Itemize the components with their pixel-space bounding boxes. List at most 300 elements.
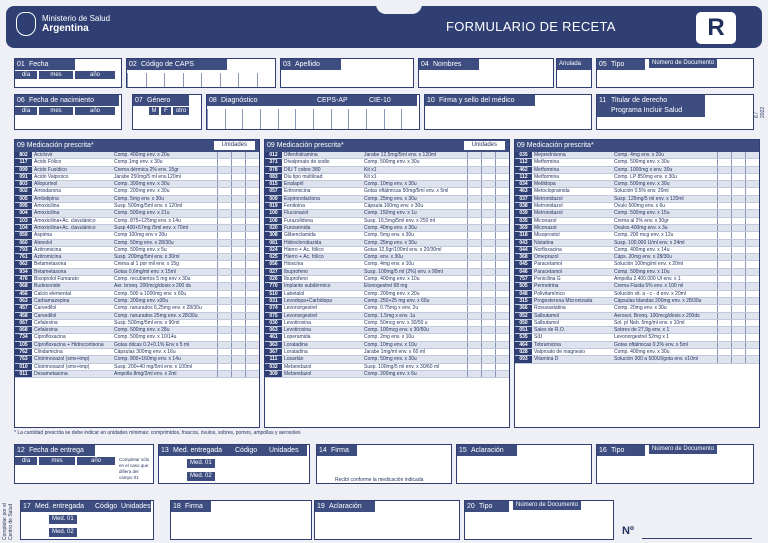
units-boxes[interactable] <box>217 174 259 180</box>
units-boxes[interactable] <box>217 269 259 275</box>
medication-row[interactable] <box>265 320 509 327</box>
medication-row[interactable] <box>265 261 509 268</box>
units-boxes[interactable] <box>217 181 259 187</box>
medication-dose: Comp. 800+160mg env. x 14u <box>114 356 181 363</box>
medication-name: Ibuprofeno <box>284 268 308 275</box>
units-boxes[interactable] <box>467 167 509 173</box>
medication-row[interactable] <box>265 371 509 378</box>
units-boxes[interactable] <box>467 364 509 370</box>
units-boxes[interactable] <box>217 240 259 246</box>
field-label: Código de CAPS <box>141 61 194 68</box>
medication-name: Betametasona <box>34 268 67 275</box>
units-boxes[interactable] <box>217 364 259 370</box>
medication-code: 095 <box>15 203 32 209</box>
units-boxes[interactable] <box>217 356 259 362</box>
medication-row[interactable] <box>265 305 509 312</box>
medication-row[interactable] <box>15 218 259 225</box>
medication-row[interactable] <box>15 320 259 327</box>
medication-code: 039 <box>515 210 532 216</box>
medication-row[interactable] <box>265 254 509 261</box>
medication-row[interactable] <box>15 342 259 349</box>
medication-row[interactable] <box>265 313 509 320</box>
units-boxes[interactable] <box>467 327 509 333</box>
units-boxes[interactable] <box>467 371 509 377</box>
medication-name: Hioscina <box>284 261 304 268</box>
sub-month: mes <box>39 107 73 115</box>
medication-code: 046 <box>515 269 532 275</box>
units-boxes[interactable] <box>717 225 759 231</box>
medication-dose: Comp. 500mg env. x 15u <box>614 210 670 217</box>
medication-dose: Susp. 500mg/5ml env. x 90ml <box>114 319 180 326</box>
medication-dose: Comp. LP 850mg env. x 30u <box>614 173 677 180</box>
units-boxes[interactable] <box>717 159 759 165</box>
medication-row[interactable] <box>265 225 509 232</box>
units-boxes[interactable] <box>217 371 259 377</box>
medication-row[interactable] <box>15 356 259 363</box>
units-boxes[interactable] <box>467 188 509 194</box>
field-label: Anulada <box>557 59 591 70</box>
units-boxes[interactable] <box>467 342 509 348</box>
medication-row[interactable] <box>15 174 259 181</box>
medication-code: 104 <box>15 225 32 231</box>
medication-code: 034 <box>515 181 532 187</box>
medication-row[interactable] <box>515 174 759 181</box>
medication-row[interactable] <box>15 159 259 166</box>
medication-row[interactable] <box>15 203 259 210</box>
gender-m[interactable]: M <box>149 107 159 115</box>
units-boxes[interactable] <box>217 254 259 260</box>
medication-row[interactable] <box>15 232 259 239</box>
medication-name: Allopurinol <box>34 181 58 188</box>
units-boxes[interactable] <box>217 203 259 209</box>
medication-row[interactable] <box>515 356 759 363</box>
units-boxes[interactable] <box>467 174 509 180</box>
medication-row[interactable] <box>515 276 759 283</box>
gender-other[interactable]: otro <box>173 107 189 115</box>
units-boxes[interactable] <box>467 313 509 319</box>
units-boxes[interactable] <box>717 196 759 202</box>
medication-name: Metronidazol <box>534 195 563 202</box>
units-boxes[interactable] <box>717 181 759 187</box>
medication-row[interactable] <box>15 188 259 195</box>
medication-row[interactable] <box>15 334 259 341</box>
units-boxes[interactable] <box>717 276 759 282</box>
medication-row[interactable] <box>515 269 759 276</box>
medication-row[interactable] <box>265 283 509 290</box>
units-boxes[interactable] <box>717 342 759 348</box>
units-boxes[interactable] <box>717 291 759 297</box>
medication-row[interactable] <box>265 327 509 334</box>
medication-row[interactable] <box>15 371 259 378</box>
units-boxes[interactable] <box>467 181 509 187</box>
medication-row[interactable] <box>15 152 259 159</box>
delivered-med-field-1[interactable] <box>158 444 310 484</box>
field-label: Nombres <box>433 61 462 68</box>
recipient-signature-field[interactable] <box>316 444 452 484</box>
units-boxes[interactable] <box>717 356 759 362</box>
medication-name: Permetrina <box>534 283 559 290</box>
names-field[interactable] <box>418 58 554 88</box>
units-boxes[interactable] <box>467 283 509 289</box>
medication-table-2 <box>264 139 510 428</box>
units-boxes[interactable] <box>467 232 509 238</box>
units-boxes[interactable] <box>467 240 509 246</box>
medication-row[interactable] <box>15 327 259 334</box>
medication-row[interactable] <box>265 152 509 159</box>
medication-row[interactable] <box>265 218 509 225</box>
surname-field[interactable] <box>280 58 414 88</box>
units-boxes[interactable] <box>217 232 259 238</box>
medication-name: Amoxicilina+Ac. clavulánico <box>34 224 96 231</box>
medication-code: 793 <box>15 247 32 253</box>
medication-dose: Comp. 400mg env. x 10u <box>364 276 420 283</box>
medication-code: 026 <box>265 276 282 282</box>
medication-row[interactable] <box>265 291 509 298</box>
medication-name: Paracetamol <box>534 261 563 268</box>
medication-row[interactable] <box>265 364 509 371</box>
medication-dose: Cápsulas blandas 200mg env. x 28/30u <box>614 297 702 304</box>
units-boxes[interactable] <box>217 327 259 333</box>
medication-row[interactable] <box>515 225 759 232</box>
medication-dose: Comp.1mg env. x 30u <box>114 159 163 166</box>
medication-row[interactable] <box>265 276 509 283</box>
medication-dose: Etonogestrel 68 mg <box>364 283 408 290</box>
units-boxes[interactable] <box>467 269 509 275</box>
medication-code: 457 <box>15 305 32 311</box>
sub-year: año <box>75 71 115 79</box>
medication-row[interactable] <box>515 261 759 268</box>
units-boxes[interactable] <box>717 167 759 173</box>
units-boxes[interactable] <box>467 254 509 260</box>
medication-row[interactable] <box>15 261 259 268</box>
units-boxes[interactable] <box>217 291 259 297</box>
units-boxes[interactable] <box>717 210 759 216</box>
clarification-field-1[interactable] <box>456 444 592 484</box>
medication-code: 757 <box>515 276 532 282</box>
units-boxes[interactable] <box>717 313 759 319</box>
units-boxes[interactable] <box>467 261 509 267</box>
medication-row[interactable] <box>515 188 759 195</box>
medication-row[interactable] <box>265 188 509 195</box>
medication-code: 083 <box>265 174 282 180</box>
medication-dose: Solución 0.5% env. 20ml <box>614 188 669 195</box>
medication-dose: Comp. 150mg env. x 1u <box>364 210 417 217</box>
units-boxes[interactable] <box>467 210 509 216</box>
medication-dose: Comp. 50mcg env. x 30/50 u <box>364 319 428 326</box>
medication-row[interactable] <box>265 298 509 305</box>
medication-name: Ciprofloxacina + Hidrocortisona <box>34 341 104 348</box>
units-boxes[interactable] <box>717 298 759 304</box>
medication-row[interactable] <box>265 334 509 341</box>
units-boxes[interactable] <box>217 313 259 319</box>
units-boxes[interactable] <box>217 342 259 348</box>
medication-row[interactable] <box>265 181 509 188</box>
units-boxes[interactable] <box>217 167 259 173</box>
medication-dose: Jarabe 12,5mg/5ml env. x 120ml <box>364 152 437 158</box>
medication-row[interactable] <box>515 305 759 312</box>
medication-row[interactable] <box>515 152 759 159</box>
medication-code: 462 <box>515 167 532 173</box>
medication-dose: Comp. 1000mg x env. 30u <box>614 166 673 173</box>
units-boxes[interactable] <box>217 210 259 216</box>
medication-row[interactable] <box>265 356 509 363</box>
medication-row[interactable] <box>515 291 759 298</box>
units-boxes[interactable] <box>217 225 259 231</box>
medication-row[interactable] <box>515 327 759 334</box>
medication-row[interactable] <box>15 167 259 174</box>
medication-row[interactable] <box>15 247 259 254</box>
units-boxes[interactable] <box>717 327 759 333</box>
medication-code: 044 <box>515 247 532 253</box>
field-number: 14 <box>319 447 327 454</box>
form-letter: R <box>696 12 736 44</box>
medication-name: Metronidazol <box>534 203 563 210</box>
medication-code: 535 <box>515 334 532 340</box>
units-boxes[interactable] <box>467 320 509 326</box>
units-boxes[interactable] <box>467 152 509 158</box>
units-boxes[interactable] <box>467 196 509 202</box>
medication-row[interactable] <box>265 349 509 356</box>
medication-dose: Susp. 500mg/5ml env. x 120ml <box>114 203 183 210</box>
caps-code-field[interactable] <box>126 58 276 88</box>
medication-code: 366 <box>515 305 532 311</box>
units-boxes[interactable] <box>467 291 509 297</box>
medication-name: Penicilina G <box>534 276 561 283</box>
units-boxes[interactable] <box>717 254 759 260</box>
medication-row[interactable] <box>515 320 759 327</box>
field-label: Tipo <box>611 61 625 68</box>
units-boxes[interactable] <box>717 334 759 340</box>
medication-code: 461 <box>265 334 282 340</box>
units-boxes[interactable] <box>217 320 259 326</box>
medication-name: Amoxicilina <box>34 210 60 217</box>
medication-row[interactable] <box>515 247 759 254</box>
medication-row[interactable] <box>15 349 259 356</box>
medication-dose: Susp. 100mg/5 ml env. x 30/60 ml <box>364 363 440 370</box>
units-boxes[interactable] <box>717 174 759 180</box>
medication-row[interactable] <box>515 298 759 305</box>
medication-row[interactable] <box>515 349 759 356</box>
medication-row[interactable] <box>265 203 509 210</box>
medication-dose: Comp. 20mg env. x 30u <box>614 305 667 312</box>
field-number: 18 <box>173 503 181 510</box>
medication-row[interactable] <box>15 291 259 298</box>
medication-row[interactable] <box>515 203 759 210</box>
units-boxes[interactable] <box>217 261 259 267</box>
medication-row[interactable] <box>515 254 759 261</box>
delivered-med-field-2[interactable] <box>20 500 154 540</box>
units-boxes[interactable] <box>467 356 509 362</box>
medication-row[interactable] <box>265 342 509 349</box>
medication-row[interactable] <box>515 181 759 188</box>
medication-name: Amoxicilina+Ac. clavulánico <box>34 217 96 224</box>
medication-row[interactable] <box>515 240 759 247</box>
pharmacy-signature-field[interactable] <box>170 500 312 540</box>
medication-row[interactable] <box>515 167 759 174</box>
document-number-label: Número de Documento <box>649 445 717 454</box>
units-boxes[interactable] <box>467 218 509 224</box>
units-boxes[interactable] <box>217 283 259 289</box>
medication-dose: Levonorgestrel 52mg x 1 <box>614 334 670 341</box>
units-boxes[interactable] <box>217 305 259 311</box>
medication-row[interactable] <box>265 159 509 166</box>
units-boxes[interactable] <box>717 232 759 238</box>
units-boxes[interactable] <box>717 349 759 355</box>
medication-row[interactable] <box>515 196 759 203</box>
medication-dose: Comp. ranurados 6,25mg env. x 28/30u <box>114 305 202 312</box>
medication-name: Metformina <box>534 159 560 166</box>
units-boxes[interactable] <box>217 247 259 253</box>
units-boxes[interactable] <box>717 305 759 311</box>
units-boxes[interactable] <box>717 320 759 326</box>
medication-code: 117 <box>15 159 32 165</box>
medication-row[interactable] <box>15 181 259 188</box>
units-boxes[interactable] <box>217 218 259 224</box>
medication-row[interactable] <box>265 240 509 247</box>
units-header: Unidades <box>464 141 505 150</box>
medication-row[interactable] <box>15 225 259 232</box>
document-number-label: Número de Documento <box>649 59 717 68</box>
units-boxes[interactable] <box>217 349 259 355</box>
units-boxes[interactable] <box>217 298 259 304</box>
document-field[interactable] <box>596 58 754 88</box>
units-boxes[interactable] <box>717 188 759 194</box>
units-boxes[interactable] <box>217 276 259 282</box>
medication-row[interactable] <box>265 210 509 217</box>
units-boxes[interactable] <box>467 159 509 165</box>
medication-name: Atenolol <box>34 239 53 246</box>
medication-dose: Kit x1 <box>364 173 377 180</box>
medication-code: 051 <box>515 327 532 333</box>
delivery-date-field[interactable] <box>14 444 154 484</box>
units-boxes[interactable] <box>717 152 759 158</box>
medication-row[interactable] <box>15 305 259 312</box>
medication-row[interactable] <box>265 196 509 203</box>
field-label: Diagnóstico <box>221 97 258 104</box>
form-number-label: Nº <box>622 525 634 537</box>
diagnosis-field[interactable] <box>206 94 420 130</box>
medication-dose: Comp. 0.75mg x env. 2u <box>364 305 419 312</box>
units-boxes[interactable] <box>467 349 509 355</box>
field-label: Aclaración <box>329 503 362 510</box>
medication-row[interactable] <box>15 254 259 261</box>
medication-name: Levonorgestrel <box>284 312 318 319</box>
clarification-field-2[interactable] <box>314 500 460 540</box>
medication-code: 476 <box>15 276 32 282</box>
sub-month: mes <box>39 457 75 465</box>
gender-f[interactable]: F <box>161 107 171 115</box>
medication-row[interactable] <box>15 196 259 203</box>
units-boxes[interactable] <box>717 261 759 267</box>
medication-name: Cefalexina <box>34 327 58 334</box>
medication-row[interactable] <box>15 269 259 276</box>
medication-code: 024 <box>265 247 282 253</box>
medication-name: Acido Valproico <box>34 173 69 180</box>
medication-code: 025 <box>265 254 282 260</box>
medication-name: Levodopa+Carbidopa <box>284 297 332 304</box>
medication-row[interactable] <box>515 159 759 166</box>
medication-row[interactable] <box>15 210 259 217</box>
units-boxes[interactable] <box>467 305 509 311</box>
medication-code: 763 <box>15 356 32 362</box>
medication-dose: Susp. 16,5mg/5ml env. x 250 ml <box>364 217 436 224</box>
medication-code: 074 <box>265 305 282 311</box>
units-boxes[interactable] <box>467 298 509 304</box>
recipient-document-field[interactable] <box>596 444 754 484</box>
ministry-line1: Ministerio de Salud <box>42 14 111 23</box>
units-boxes[interactable] <box>717 283 759 289</box>
units-boxes[interactable] <box>717 218 759 224</box>
medication-table-3 <box>514 139 760 428</box>
units-boxes[interactable] <box>467 276 509 282</box>
units-boxes[interactable] <box>217 188 259 194</box>
units-boxes[interactable] <box>217 196 259 202</box>
units-boxes[interactable] <box>467 203 509 209</box>
medication-name: Implante subdérmico <box>284 283 331 290</box>
medication-row[interactable] <box>265 174 509 181</box>
medication-row[interactable] <box>515 334 759 341</box>
medication-code: 050 <box>515 320 532 326</box>
medication-row[interactable] <box>15 364 259 371</box>
units-boxes[interactable] <box>217 334 259 340</box>
units-boxes[interactable] <box>717 203 759 209</box>
units-boxes[interactable] <box>467 334 509 340</box>
birthdate-field[interactable] <box>14 94 122 130</box>
field-number: 06 <box>17 97 25 104</box>
medication-name: Fenitoína <box>284 203 305 210</box>
medication-row[interactable] <box>265 269 509 276</box>
date-field[interactable] <box>14 58 122 88</box>
medication-row[interactable] <box>265 232 509 239</box>
medication-row[interactable] <box>515 218 759 225</box>
medication-dose: Comp. 200mg env. x 6u <box>364 370 417 377</box>
medication-row[interactable] <box>15 283 259 290</box>
code-label: Código <box>95 503 118 510</box>
medication-row[interactable] <box>515 342 759 349</box>
medication-row[interactable] <box>15 298 259 305</box>
medication-row[interactable] <box>515 210 759 217</box>
medication-row[interactable] <box>515 232 759 239</box>
medication-dose: Susp. 200+40 mg/5ml env. x 100ml <box>114 363 193 370</box>
units-boxes[interactable] <box>217 159 259 165</box>
gender-field[interactable] <box>132 94 202 130</box>
units-boxes[interactable] <box>467 225 509 231</box>
medication-code: 063 <box>15 298 32 304</box>
medication-row[interactable] <box>515 313 759 320</box>
medication-code: 027 <box>265 269 282 275</box>
units-boxes[interactable] <box>717 240 759 246</box>
sub-year: año <box>75 107 115 115</box>
medication-row[interactable] <box>265 167 509 174</box>
units-boxes[interactable] <box>717 247 759 253</box>
units-boxes[interactable] <box>217 152 259 158</box>
annulled-field[interactable] <box>556 58 592 88</box>
medication-row[interactable] <box>15 276 259 283</box>
medication-row[interactable] <box>515 283 759 290</box>
units-boxes[interactable] <box>467 247 509 253</box>
medication-row[interactable] <box>15 313 259 320</box>
pharmacy-document-field[interactable] <box>464 500 614 540</box>
medication-code: 456 <box>15 291 32 297</box>
medication-row[interactable] <box>265 247 509 254</box>
medication-name: Metronidazol <box>534 210 563 217</box>
holder-field[interactable] <box>596 94 754 130</box>
medication-row[interactable] <box>15 240 259 247</box>
medication-code: 045 <box>515 261 532 267</box>
medication-name: Nistatina <box>534 239 554 246</box>
doctor-signature-field[interactable] <box>424 94 592 130</box>
units-boxes[interactable] <box>717 269 759 275</box>
